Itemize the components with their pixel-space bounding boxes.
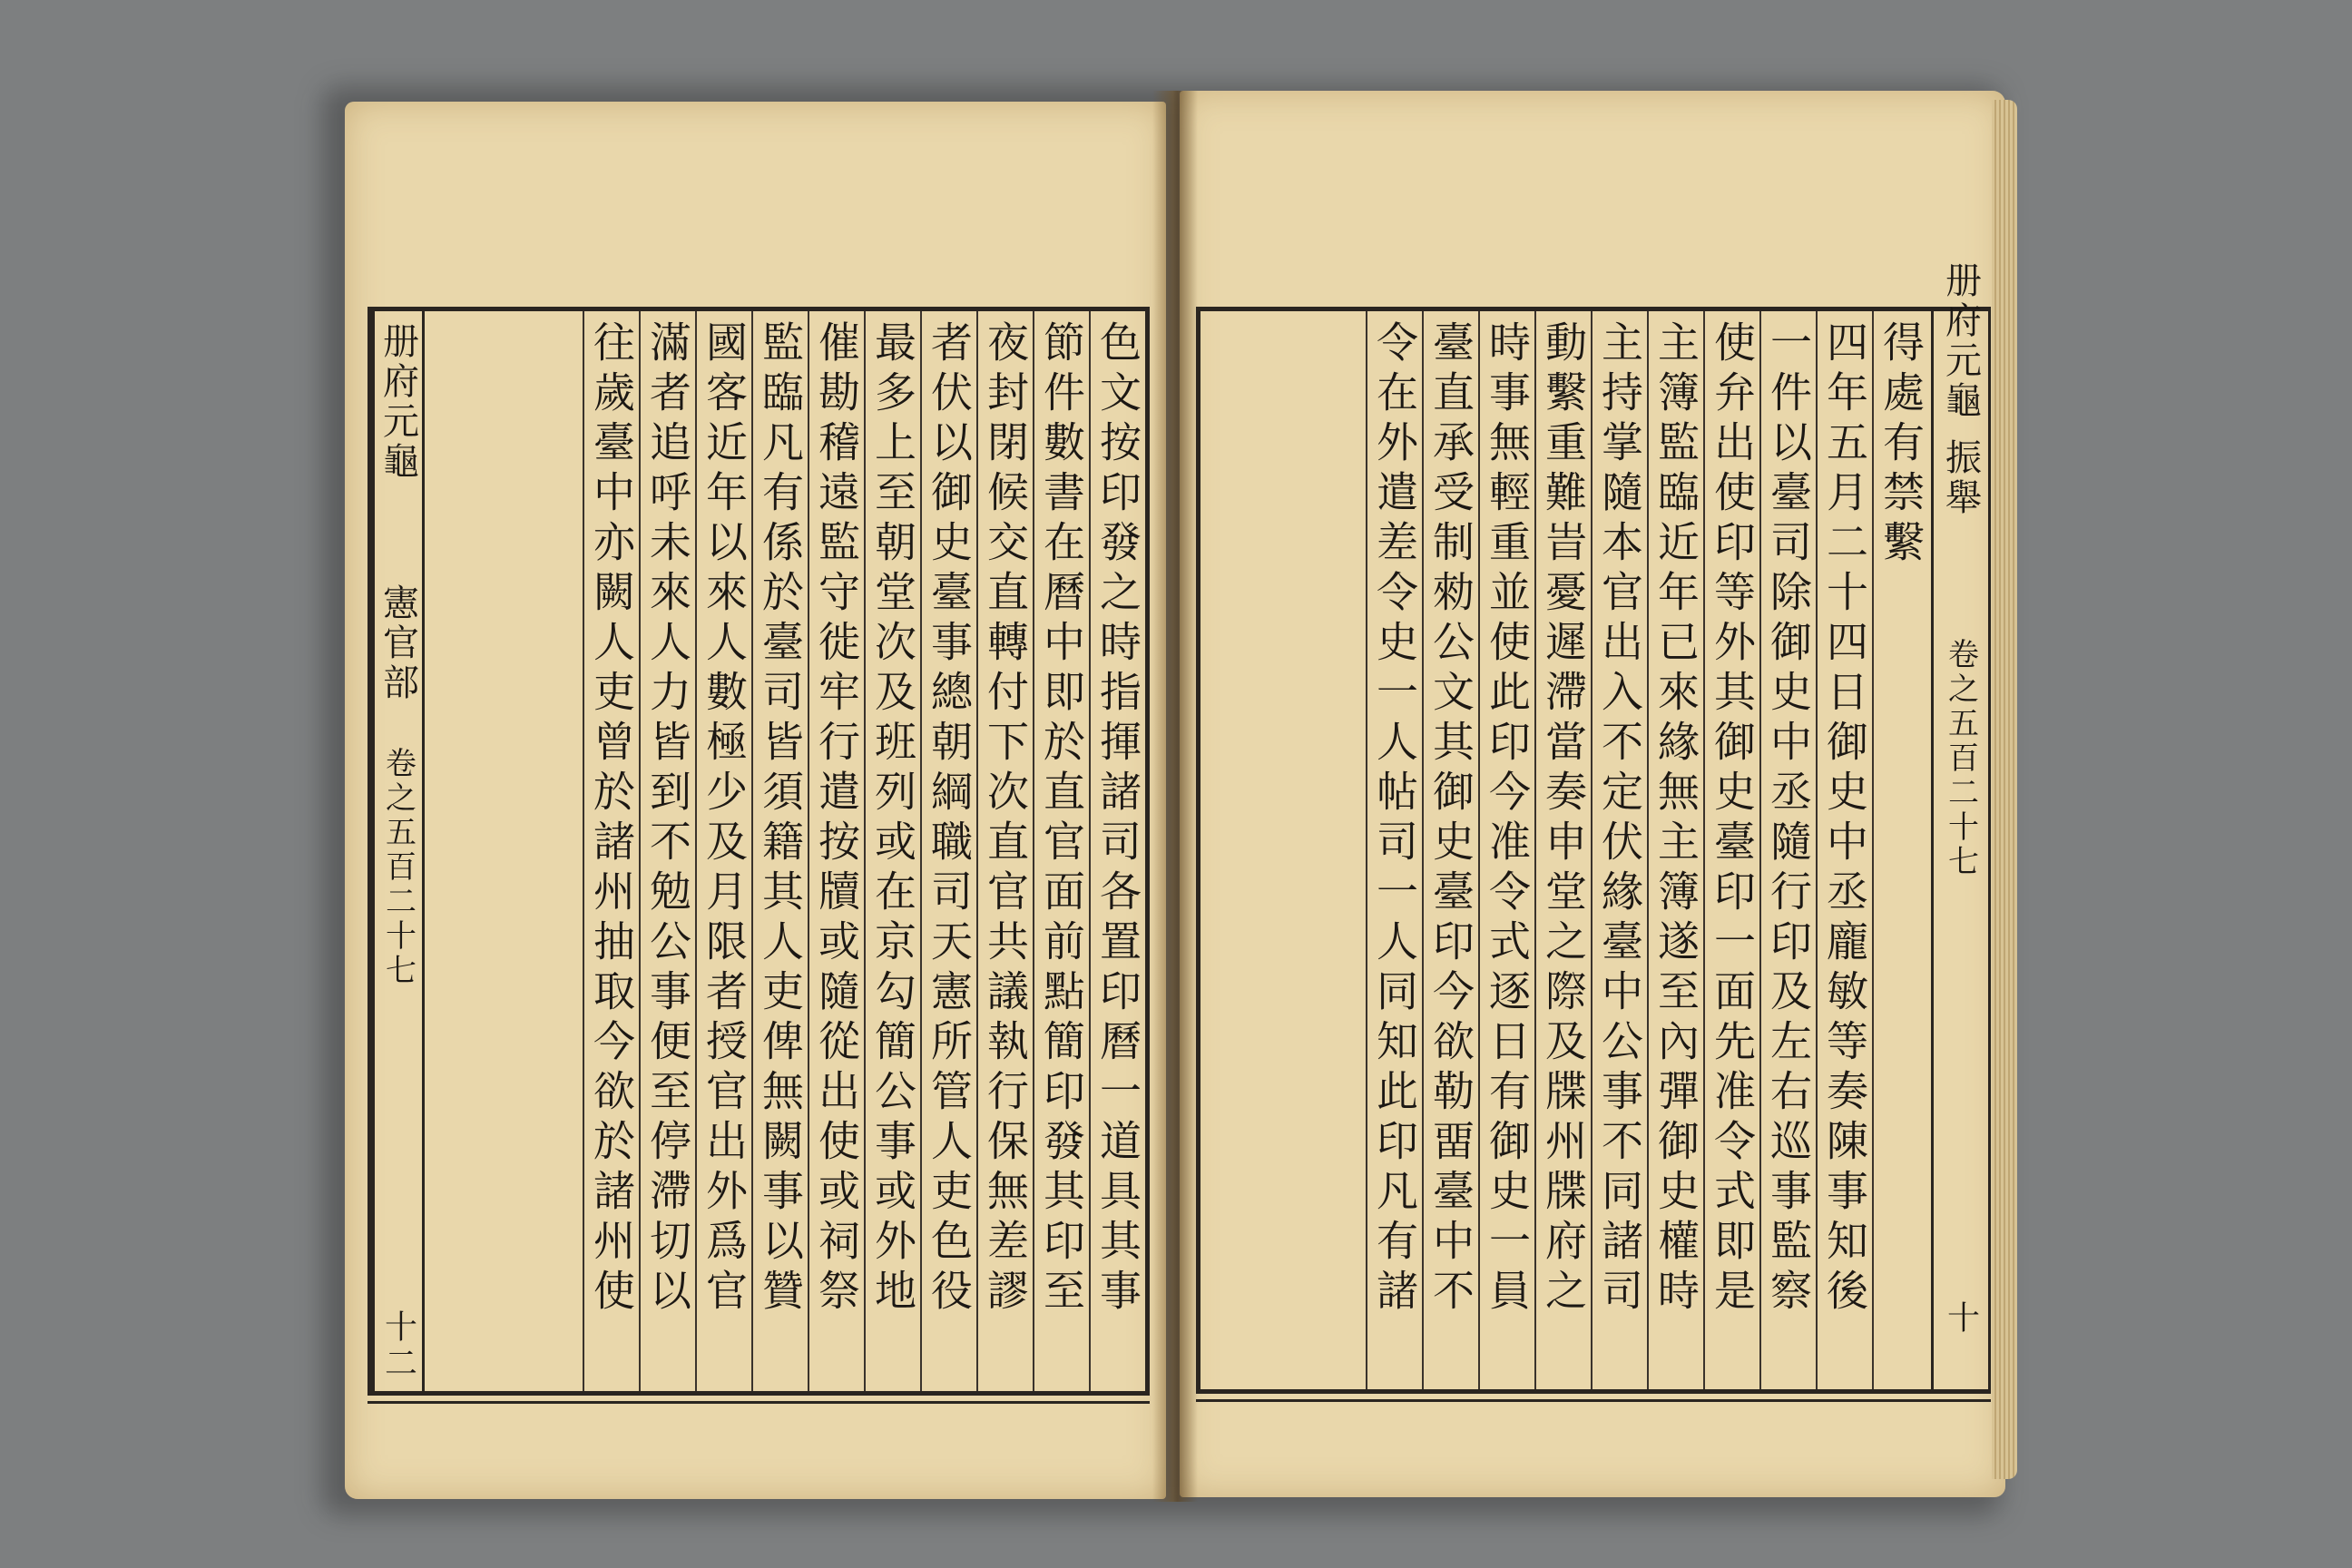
left-margin-column: [372, 311, 425, 1391]
right-margin-title: 册府元龜: [1939, 261, 1982, 421]
book-spine: [1152, 91, 1198, 1502]
left-margin-section: 憲官部: [377, 583, 419, 703]
left-text-column: 滿者追呼未來人力皆到不勉公事便至停滯切以: [639, 311, 695, 1391]
right-text-column: 臺直承受制勑公文其御史臺印今欲勒畱臺中不: [1422, 311, 1478, 1389]
left-text-column: 往歲臺中亦闕人吏曾於諸州抽取今欲於諸州使: [583, 311, 639, 1391]
right-text-column: 得處有禁繫: [1872, 311, 1928, 1389]
right-text-column: 主簿監臨近年已來緣無主簿遂至內彈御史權時: [1647, 311, 1703, 1389]
right-text-column: 主持掌隨本官出入不定伏緣臺中公事不同諸司: [1591, 311, 1647, 1389]
page-edge-stack: [1992, 100, 2017, 1479]
left-text-column: 節件數書在曆中即於直官面前點簡印發其印至: [1033, 311, 1089, 1391]
left-margin-fascicle: 卷之五百二十七: [379, 747, 416, 988]
right-text-column: 動繫重難旹憂遲滯當奏申堂之際及牒州牒府之: [1534, 311, 1591, 1389]
left-text-column: 最多上至朝堂次及班列或在京勾簡公事或外地: [864, 311, 920, 1391]
right-margin-section: 振舉: [1939, 438, 1982, 518]
left-margin-title: 册府元龜: [377, 322, 419, 482]
right-margin-column: [1931, 261, 1991, 1389]
right-text-column: 四年五月二十四日御史中丞龐敏等奏陳事知後: [1816, 311, 1872, 1389]
left-text-column: 催勘稽遠監守徙牢行遣按牘或隨從出使或祠祭: [808, 311, 864, 1391]
left-margin-folio: 十二: [379, 1309, 417, 1382]
left-text-column: 國客近年以來人數極少及月限者授官出外爲官: [695, 311, 751, 1391]
right-text-block: [1196, 261, 1991, 1394]
right-text-column: 使弁出使印等外其御史臺印一面先准令式即是: [1703, 311, 1759, 1389]
right-text-column: 令在外遣差令史一人帖司一人同知此印凡有諸: [1366, 311, 1422, 1389]
left-text-block: [368, 307, 1150, 1396]
right-text-column: 時事無輕重並使此印今准令式逐日有御史一員: [1478, 311, 1534, 1389]
right-margin-folio: 十: [1942, 1300, 1980, 1337]
left-text-column: 夜封閉候交直轉付下次直官共議執行保無差謬: [976, 311, 1033, 1391]
left-text-column: 色文按印發之時指揮諸司各置印曆一道具其事: [1089, 311, 1145, 1391]
left-text-column: 監臨凡有係於臺司皆須籍其人吏俾無闕事以贊: [751, 311, 808, 1391]
left-text-column: 者伏以御史臺事總朝綱職司天憲所管人吏色役: [920, 311, 976, 1391]
right-text-column: 一件以臺司除御史中丞隨行印及左右巡事監察: [1759, 311, 1816, 1389]
right-margin-fascicle: 卷之五百二十七: [1942, 638, 1979, 879]
